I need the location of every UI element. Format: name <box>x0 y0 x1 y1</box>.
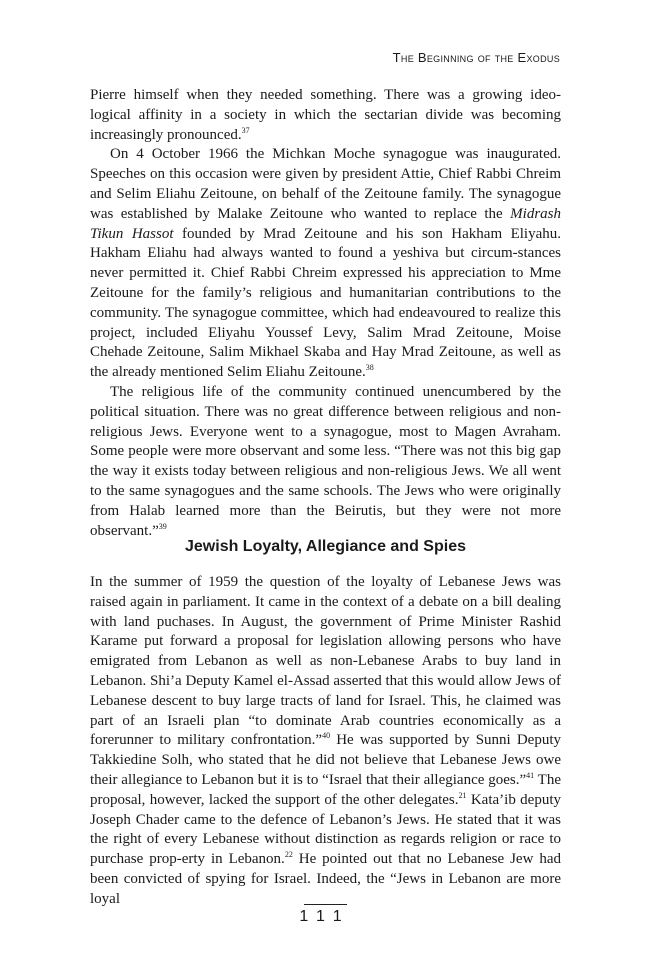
section-title: Jewish Loyalty, Allegiance and Spies <box>185 538 466 555</box>
footnote-ref: 40 <box>322 731 331 741</box>
footnote-ref: 21 <box>458 790 467 800</box>
page-number-rule <box>304 904 347 905</box>
paragraph-2: On 4 October 1966 the Michkan Moche synagogue was inaugurated. Speeches on this occasion were given by president Attie, Chief Rabbi Chreim and Selim Eliahu Zeitoune, on behalf of the Zeitoune family. The synagogue was established by Malake Zeitoune who wanted to replace the Midrash Tikun Hassot founded by Mrad Zeitoune and his son Hakham Eliyahu. Hakham Eliahu had always wanted to found a yeshiva but circum-stances never permitted it. Chief Rabbi Chreim expressed his appreciation to Mme Zeitoune for the family’s religious and humanitarian contributions to the community. The synagogue committee, which had endeavoured to realize this project, included Eliyahu Youssef Levy, Salim Mrad Zeitoune, Moise Chehade Zeitoune, Salim Mikhael Skaba and Hay Mrad Zeitoune, as well as the already mentioned Selim Eliahu Zeitoune.$^{38}$ <box>90 146 561 381</box>
footnote-ref: 41 <box>526 770 535 780</box>
italic-title: Midrash Tikun Hassot <box>90 205 561 242</box>
paragraph-1: Pierre himself when they needed something. There was a growing ideo-logical affinity in a society in which the sectarian divide was becoming increasingly pronounced.$^{37}$ <box>90 87 561 143</box>
footnote-ref: 39 <box>158 521 167 531</box>
body-text-bottom <box>90 573 561 910</box>
paragraph-3: The religious life of the community continued unencumbered by the political situation. There was no great difference between religious and non-religious Jews. Everyone went to a synagogue, most to Magen Avraham. Some people were more observant and some less. “There was not this big gap the way it exists today between religious and non-religious Jews. We all went to the same synagogues and the same schools. The Jews who were originally from Halab learned more than the Beirutis, but they were not more observant.”$^{39}$ <box>90 383 561 539</box>
footnote-ref: 37 <box>241 125 250 135</box>
footnote-ref: 38 <box>365 363 374 373</box>
body-text-top <box>90 86 561 541</box>
footnote-ref: 22 <box>284 850 293 860</box>
page-number: 111 <box>299 908 351 925</box>
paragraph-4: In the summer of 1959 the question of the loyalty of Lebanese Jews was raised again in parliament. It came in the context of a debate on a bill dealing with land puchases. In August, the government of Prime Minister Rashid Karame put forward a proposal for legislation allowing persons who have emigrated from Lebanon as well as non-Lebanese Arabs to buy land in Lebanon. Shi’a Deputy Kamel el-Assad asserted that this would allow Jews of Lebanese descent to buy large tracts of land for Israel. This, he claimed was part of an Israeli plan “to dominate Arab countries economically as a forerunner to military confrontation.”$^{40}$ He was supported by Sunni Deputy Takkiedine Solh, who stated that he did not believe that Lebanese Jews owe their allegiance to Lebanon but it is to “Israel that their allegiance goes.”$^{41}$ The proposal, however, lacked the support of the other delegates.$^{21}$ Kata’ib deputy Joseph Chader came to the defence of Lebanon’s Jews. He stated that it was the right of every Lebanese without distinction as regards religion or race to purchase prop-erty in Lebanon.$^{22}$ He pointed out that no Lebanese Jew had been convicted of spying for Israel. Indeed, the “Jews in Lebanon are more loyal <box>90 574 562 907</box>
running-head: The Beginning of the Exodus <box>392 50 560 65</box>
